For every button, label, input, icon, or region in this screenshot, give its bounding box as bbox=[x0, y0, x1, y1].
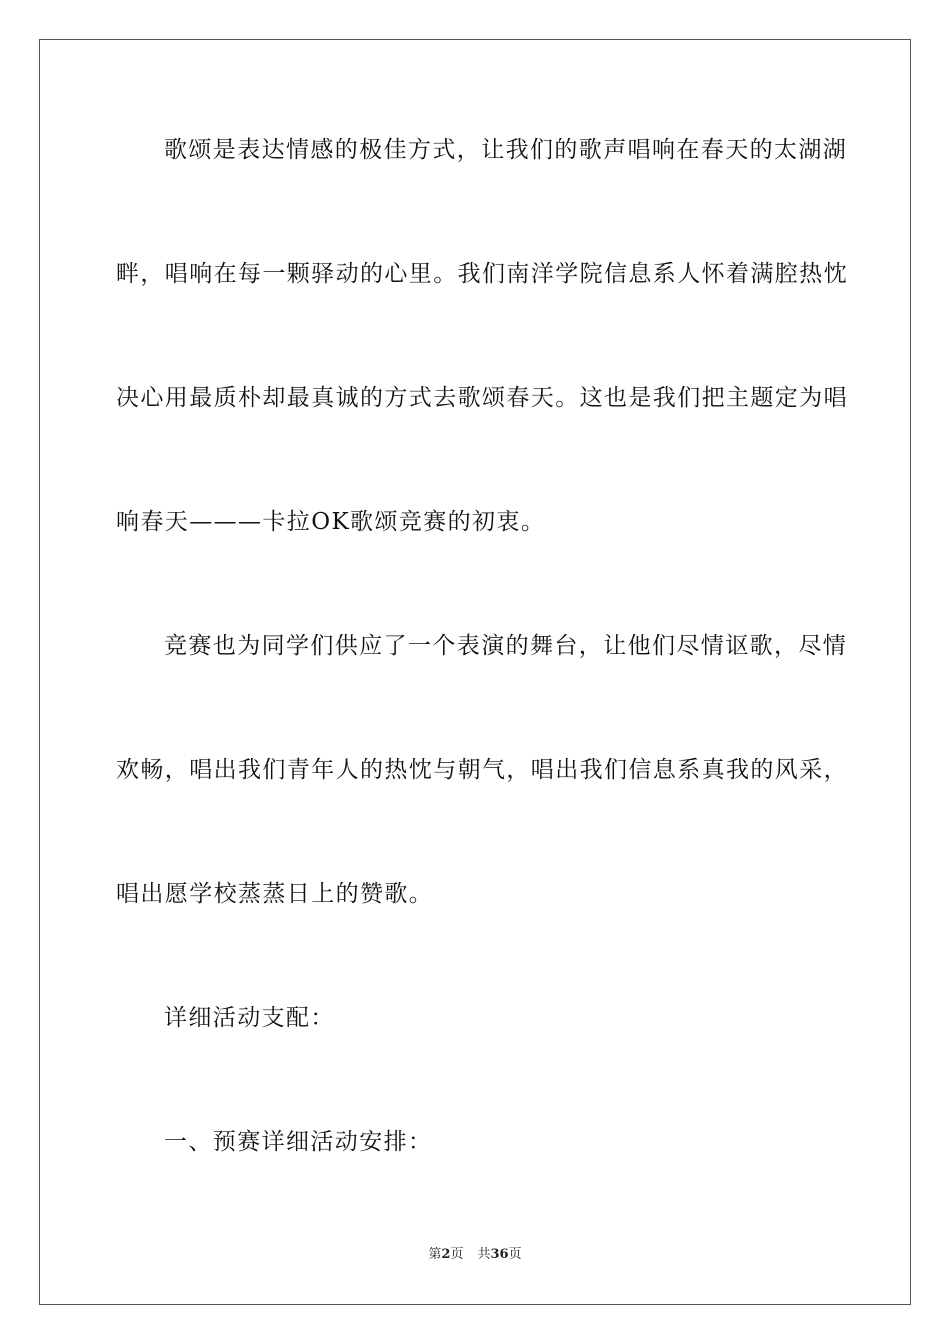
paragraph-line-5: 竞赛也为同学们供应了一个表演的舞台，让他们尽情讴歌，尽情 bbox=[164, 633, 848, 659]
footer-total-suffix: 页 bbox=[508, 1247, 522, 1262]
subsection-heading: 一、预赛详细活动安排： bbox=[164, 1129, 433, 1155]
footer-page-number: 2 bbox=[441, 1247, 451, 1262]
footer-page-suffix: 页 bbox=[450, 1247, 464, 1262]
paragraph-line-7: 唱出愿学校蒸蒸日上的赞歌。 bbox=[116, 881, 434, 907]
section-heading: 详细活动支配： bbox=[164, 1005, 335, 1031]
paragraph-line-1: 歌颂是表达情感的极佳方式，让我们的歌声唱响在春天的太湖湖 bbox=[164, 137, 848, 163]
footer-total-prefix: 共 bbox=[477, 1247, 491, 1262]
footer-total-pages: 36 bbox=[490, 1247, 509, 1262]
page-footer bbox=[0, 1245, 950, 1265]
paragraph-line-6: 欢畅，唱出我们青年人的热忱与朝气，唱出我们信息系真我的风采， bbox=[116, 757, 848, 783]
footer-page-prefix: 第 bbox=[428, 1247, 442, 1262]
paragraph-line-4: 响春天———卡拉OK歌颂竞赛的初衷。 bbox=[116, 509, 546, 535]
page-frame bbox=[39, 39, 911, 1305]
paragraph-line-2: 畔，唱响在每一颗驿动的心里。我们南洋学院信息系人怀着满腔热忱 bbox=[116, 261, 848, 287]
paragraph-line-3: 决心用最质朴却最真诚的方式去歌颂春天。这也是我们把主题定为唱 bbox=[116, 385, 848, 411]
